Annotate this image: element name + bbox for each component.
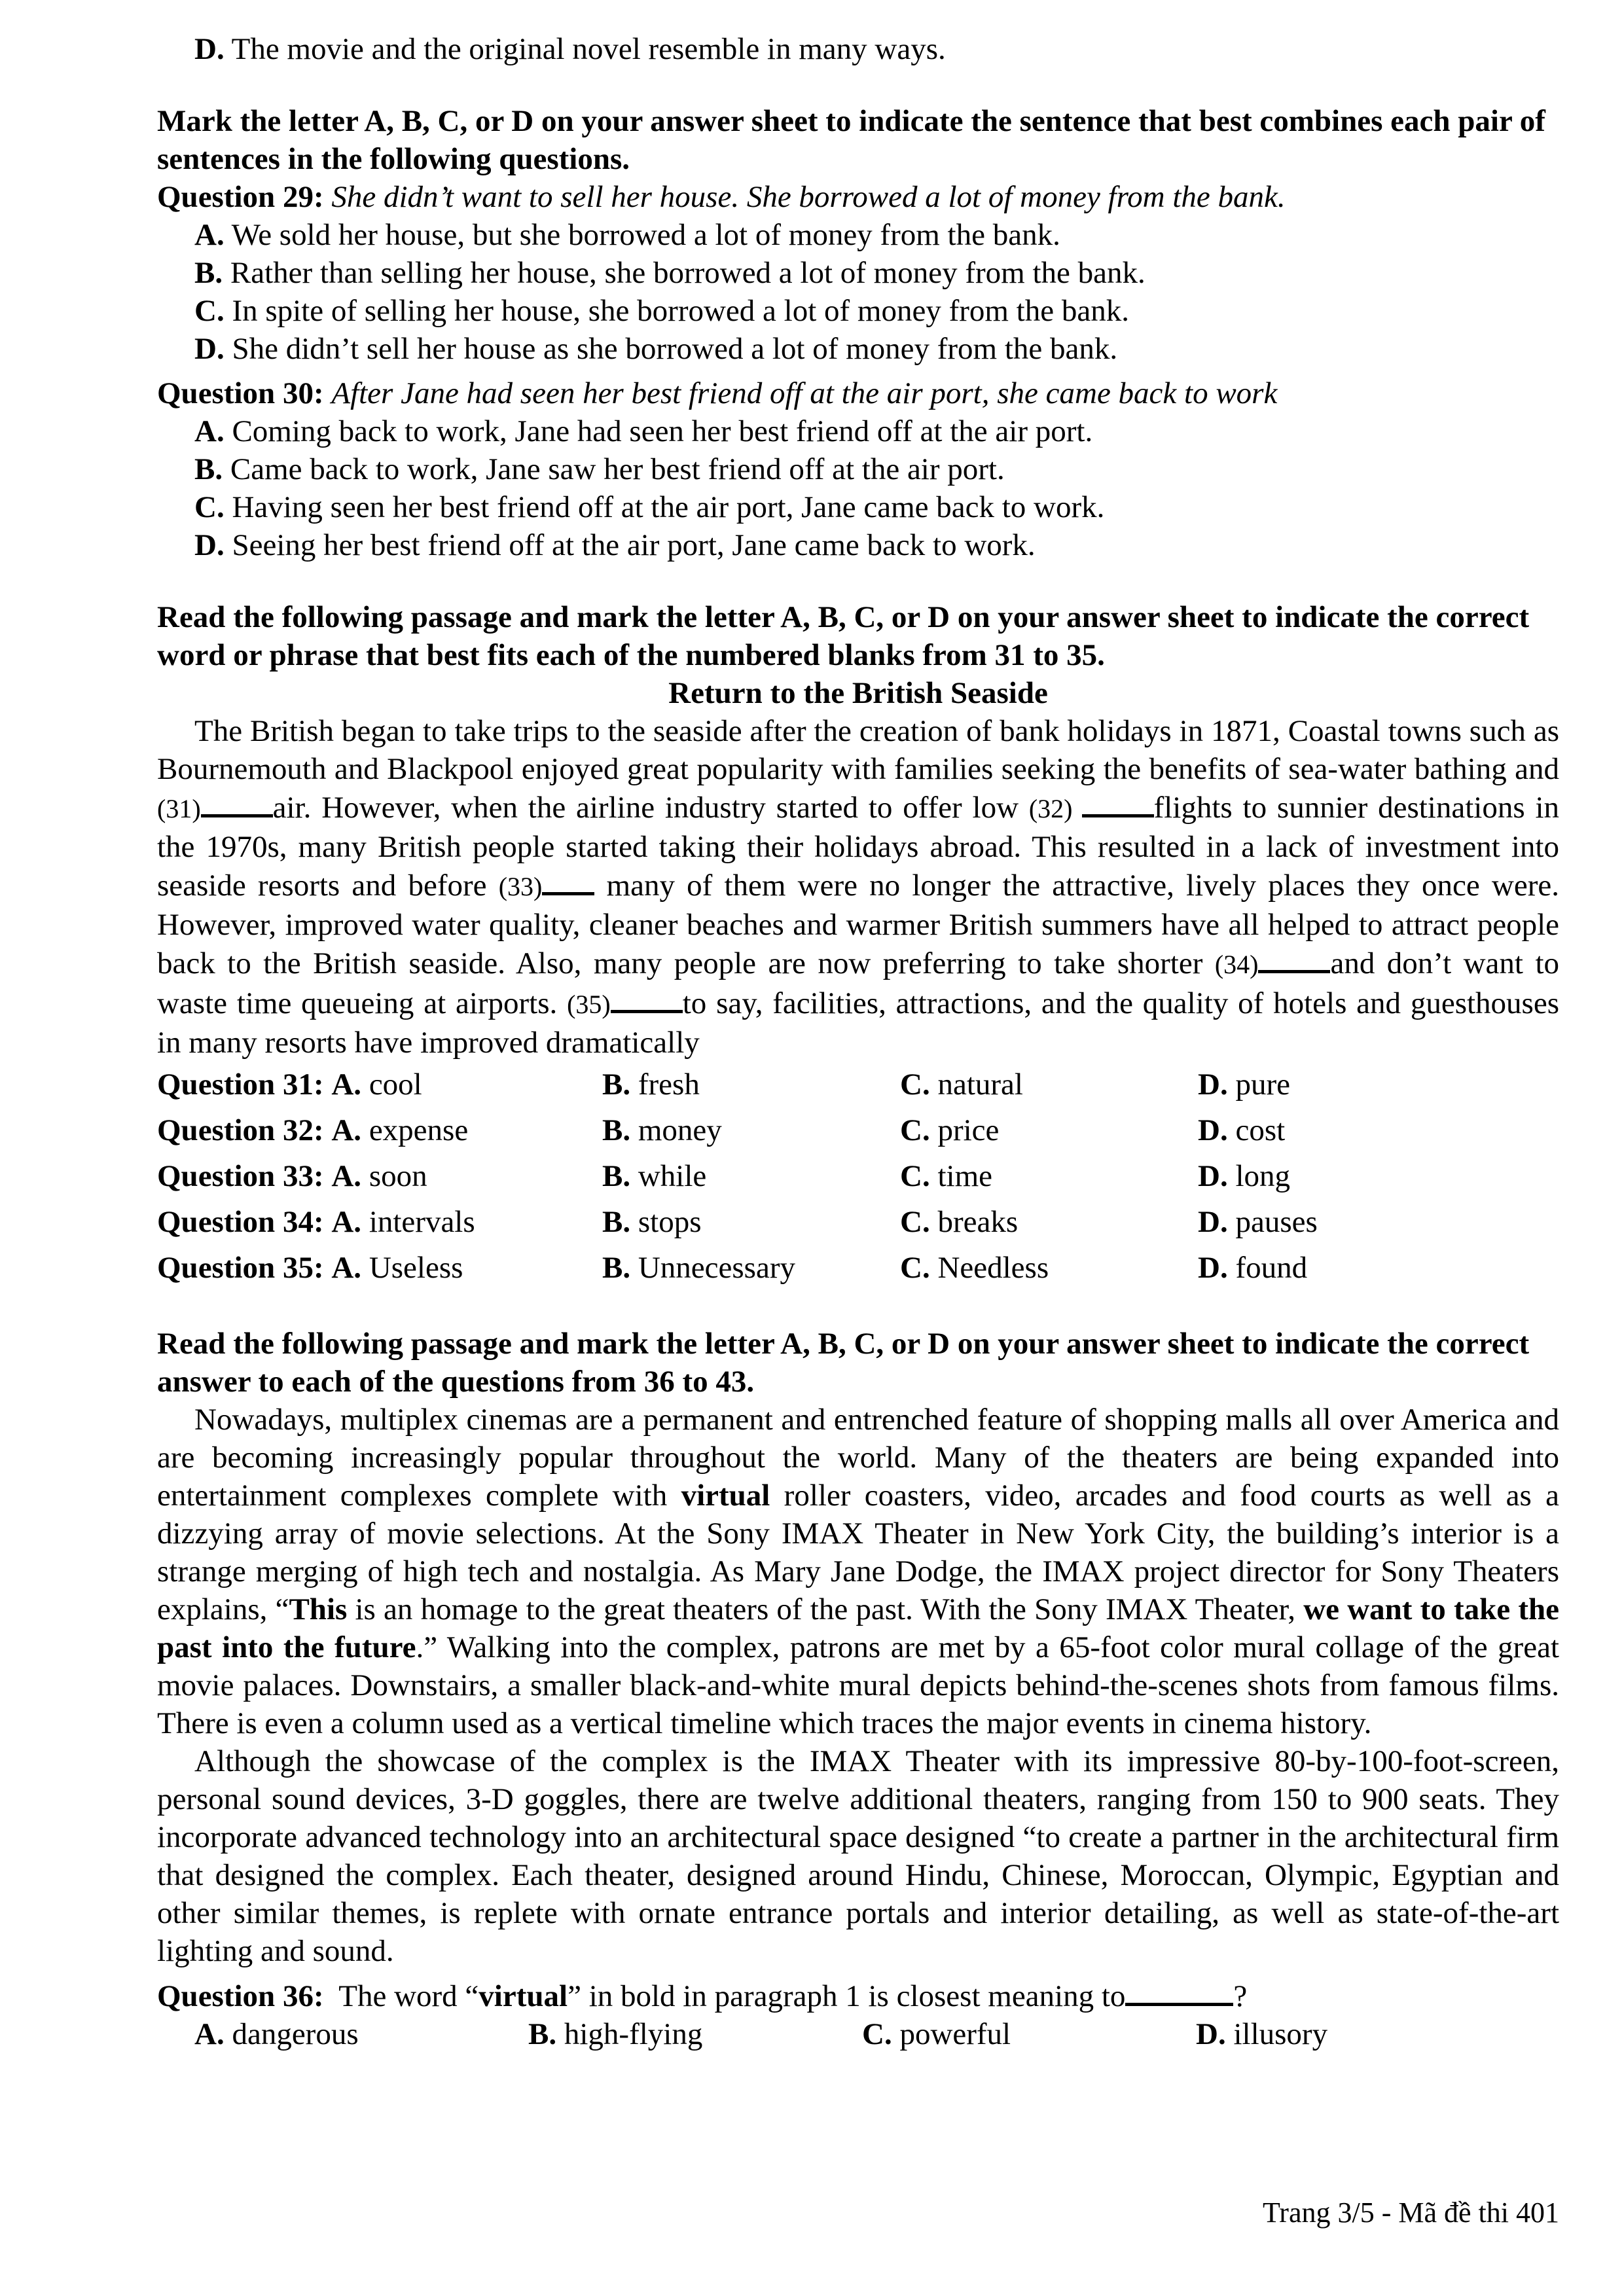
option-text: breaks <box>929 1205 1019 1239</box>
q28-option-d <box>157 30 1559 68</box>
reading-paragraph-2: Although the showcase of the complex is the IMAX Theater with its impressive 80-by-100-foot-screen, personal sound devices, 3-D goggles, there are twelve additional theaters, ranging from 150 to 900 seats. They incorporate advanced technology into an architectural space designed “to create a partner in the architectural firm that designed the complex. Each theater, designed around Hindu, Chinese, Moroccan, Olympic, Egyptian and other similar themes, is replete with ornate entrance portals and interior detailing, as well as state-of-the-art lighting and sound. <box>157 1744 1559 1968</box>
question-36 <box>157 1977 1559 2053</box>
question-34 <box>157 1199 1559 1245</box>
option-text: cool <box>361 1067 422 1102</box>
option-text: time <box>929 1159 992 1193</box>
q36-option-a <box>194 2015 528 2053</box>
passage-title: Return to the British Seaside <box>668 676 1048 710</box>
option-text: cost <box>1227 1113 1286 1147</box>
bold-word-virtual: virtual <box>681 1479 770 1513</box>
option-text: high-flying <box>556 2017 703 2051</box>
option-letter: B. <box>194 256 223 290</box>
option-letter: D. <box>1198 1159 1228 1193</box>
passage-text: many of them were no longer the attractive, lively places they once were. However, improved water quality, cleaner beaches and warmer British summers have all helped to attract people back to the British seaside. Also, many people are now preferring to take shorter <box>157 869 1559 980</box>
passage-text: flights to sunnier destinations in the 1970s, many British people started taking their holidays abroad. This resulted in a lack of investment into seaside resorts and before <box>157 791 1559 903</box>
blank-35 <box>611 984 683 1013</box>
blank-number-31: (31) <box>157 794 201 823</box>
option-letter: C. <box>900 1205 930 1239</box>
blank-number-34: (34) <box>1214 950 1259 979</box>
option-letter: D. <box>1196 2017 1226 2051</box>
question-end: ? <box>1233 1979 1248 2013</box>
option-letter: B. <box>602 1113 631 1147</box>
option-letter: B. <box>602 1067 631 1102</box>
option-letter: C. <box>194 490 225 524</box>
option-text: pure <box>1227 1067 1290 1102</box>
option-letter: A. <box>331 1067 362 1102</box>
blank-34 <box>1258 944 1330 973</box>
reading-paragraph-1 <box>157 1401 1559 1742</box>
passage-text: air. However, when the airline industry started to offer low <box>272 791 1029 825</box>
option-letter: D. <box>194 332 225 366</box>
answer-blank <box>1125 1977 1233 2006</box>
question-prompt: After Jane had seen her best friend off at the air port, she came back to work <box>331 376 1278 410</box>
option-text: She didn’t sell her house as she borrowed a lot of money from the bank. <box>224 332 1118 366</box>
q36-options <box>157 2015 1559 2053</box>
question-label: Question 36: <box>157 1979 324 2013</box>
question-prompt: She didn’t want to sell her house. She borrowed a lot of money from the bank. <box>331 180 1286 214</box>
option-text: found <box>1227 1251 1308 1285</box>
blank-number-32: (32) <box>1028 794 1082 823</box>
blank-31 <box>201 788 273 817</box>
question-33 <box>157 1153 1559 1199</box>
option-letter: D. <box>1198 1067 1228 1102</box>
q30-option-c <box>157 488 1559 526</box>
q36-option-c <box>862 2015 1196 2053</box>
option-letter: A. <box>331 1251 362 1285</box>
option-letter: C. <box>900 1067 930 1102</box>
option-letter: D. <box>1198 1205 1228 1239</box>
option-text: natural <box>929 1067 1023 1102</box>
passage-text: is an homage to the great theaters of the past. With the Sony IMAX Theater, <box>347 1592 1304 1626</box>
option-letter: B. <box>602 1159 631 1193</box>
q29-option-a <box>157 216 1559 254</box>
option-text: In spite of selling her house, she borrowed a lot of money from the bank. <box>224 294 1129 328</box>
option-letter: A. <box>194 218 225 252</box>
option-letter: A. <box>194 414 225 448</box>
option-letter: A. <box>331 1205 362 1239</box>
blank-32 <box>1082 788 1154 817</box>
option-letter: B. <box>602 1251 631 1285</box>
bold-word-this: This <box>289 1592 348 1626</box>
question-text: The word “ <box>323 1979 479 2013</box>
option-text: Useless <box>361 1251 463 1285</box>
option-text: price <box>929 1113 1000 1147</box>
question-label: Question 30: <box>157 376 324 410</box>
option-letter: D. <box>1198 1251 1228 1285</box>
blank-33 <box>542 866 594 895</box>
blank-number-33: (33) <box>498 872 543 901</box>
section-instruction-cloze: Read the following passage and mark the letter A, B, C, or D on your answer sheet to indicate the correct word or phrase that best fits each of the numbered blanks from 31 to 35. <box>157 600 1530 672</box>
q29-option-d <box>157 330 1559 368</box>
option-text: Unnecessary <box>630 1251 795 1285</box>
option-text: expense <box>361 1113 469 1147</box>
q36-option-b <box>528 2015 862 2053</box>
q36-option-d <box>1196 2015 1530 2053</box>
option-letter: A. <box>331 1113 362 1147</box>
option-letter: B. <box>194 452 223 486</box>
question-label: Question 32: <box>157 1113 324 1147</box>
option-text: pauses <box>1227 1205 1318 1239</box>
question-bold-word: virtual <box>478 1979 568 2013</box>
option-letter: D. <box>194 528 225 562</box>
option-text: long <box>1227 1159 1291 1193</box>
bold-phrase-future: we want to take the past into the future <box>157 1592 1560 1664</box>
q29-option-b <box>157 254 1559 292</box>
option-text: soon <box>361 1159 427 1193</box>
cloze-options-grid <box>157 1062 1559 1291</box>
option-text: We sold her house, but she borrowed a lot of money from the bank. <box>224 218 1060 252</box>
page-footer: Trang 3/5 - Mã đề thi 401 <box>1262 2197 1559 2229</box>
question-32 <box>157 1107 1559 1153</box>
question-label: Question 35: <box>157 1251 324 1285</box>
q30-option-a <box>157 412 1559 450</box>
passage-text: .” Walking into the complex, patrons are met by a 65-foot color mural collage of the great movie palaces. Downstairs, a smaller black-and-white mural depicts behind-the-scenes shots from famous films. There is even a column used as a vertical timeline which traces the major events in cinema history. <box>157 1630 1559 1740</box>
option-letter: C. <box>900 1159 930 1193</box>
passage-text: and don’t want to waste time queueing at airports. <box>157 946 1559 1020</box>
q29-option-c <box>157 292 1559 330</box>
option-text: Coming back to work, Jane had seen her best friend off at the air port. <box>224 414 1093 448</box>
exam-page <box>157 30 1559 2053</box>
question-label: Question 29: <box>157 180 324 214</box>
option-text: dangerous <box>224 2017 359 2051</box>
question-label: Question 33: <box>157 1159 324 1193</box>
section-instruction-reading: Read the following passage and mark the letter A, B, C, or D on your answer sheet to indicate the correct answer to each of the questions from 36 to 43. <box>157 1327 1530 1399</box>
option-letter: C. <box>862 2017 892 2051</box>
option-text: money <box>630 1113 722 1147</box>
section-instruction-combine: Mark the letter A, B, C, or D on your answer sheet to indicate the sentence that best combines each pair of sentences in the following questions. <box>157 104 1545 176</box>
option-text: stops <box>630 1205 702 1239</box>
option-text: while <box>630 1159 707 1193</box>
question-30 <box>157 374 1559 564</box>
cloze-passage <box>157 712 1559 1062</box>
option-text: illusory <box>1225 2017 1328 2051</box>
option-letter: D. <box>194 32 225 66</box>
option-text: Having seen her best friend off at the air port, Jane came back to work. <box>224 490 1105 524</box>
question-35 <box>157 1245 1559 1291</box>
passage-text: The British began to take trips to the seaside after the creation of bank holidays in 1871, Coastal towns such as Bournemouth and Blackpool enjoyed great popularity with families seeking the benefits of sea-water bathing and <box>157 714 1559 786</box>
option-text: intervals <box>361 1205 475 1239</box>
option-text: Needless <box>929 1251 1049 1285</box>
option-text: The movie and the original novel resemble in many ways. <box>224 32 946 66</box>
passage-text: Nowadays, multiplex cinemas are a permanent and entrenched feature of shopping malls all over America and are becoming increasingly popular throughout the world. Many of the theaters are being expanded into entertainment complexes complete with <box>157 1403 1559 1513</box>
q30-option-d <box>157 526 1559 564</box>
question-29 <box>157 178 1559 368</box>
option-text: powerful <box>892 2017 1011 2051</box>
q30-option-b <box>157 450 1559 488</box>
option-letter: A. <box>194 2017 225 2051</box>
question-text: ” in bold in paragraph 1 is closest meaning to <box>568 1979 1126 2013</box>
option-letter: D. <box>1198 1113 1228 1147</box>
question-label: Question 31: <box>157 1067 324 1102</box>
option-text: Seeing her best friend off at the air port, Jane came back to work. <box>224 528 1036 562</box>
passage-text: roller coasters, video, arcades and food courts as well as a dizzying array of movie selections. At the Sony IMAX Theater in New York City, the building’s interior is a strange merging of high tech and nostalgia. As Mary Jane Dodge, the IMAX project director for Sony Theaters explains, “ <box>157 1479 1559 1626</box>
option-text: Rather than selling her house, she borrowed a lot of money from the bank. <box>223 256 1146 290</box>
option-letter: B. <box>528 2017 557 2051</box>
option-letter: B. <box>602 1205 631 1239</box>
question-label: Question 34: <box>157 1205 324 1239</box>
option-letter: C. <box>900 1251 930 1285</box>
passage-text: to say, facilities, attractions, and the quality of hotels and guesthouses in many resorts have improved dramatically <box>157 986 1559 1060</box>
option-text: fresh <box>630 1067 700 1102</box>
option-letter: A. <box>331 1159 362 1193</box>
option-letter: C. <box>194 294 225 328</box>
option-letter: C. <box>900 1113 930 1147</box>
question-31 <box>157 1062 1559 1107</box>
option-text: Came back to work, Jane saw her best friend off at the air port. <box>223 452 1005 486</box>
blank-number-35: (35) <box>567 990 611 1019</box>
